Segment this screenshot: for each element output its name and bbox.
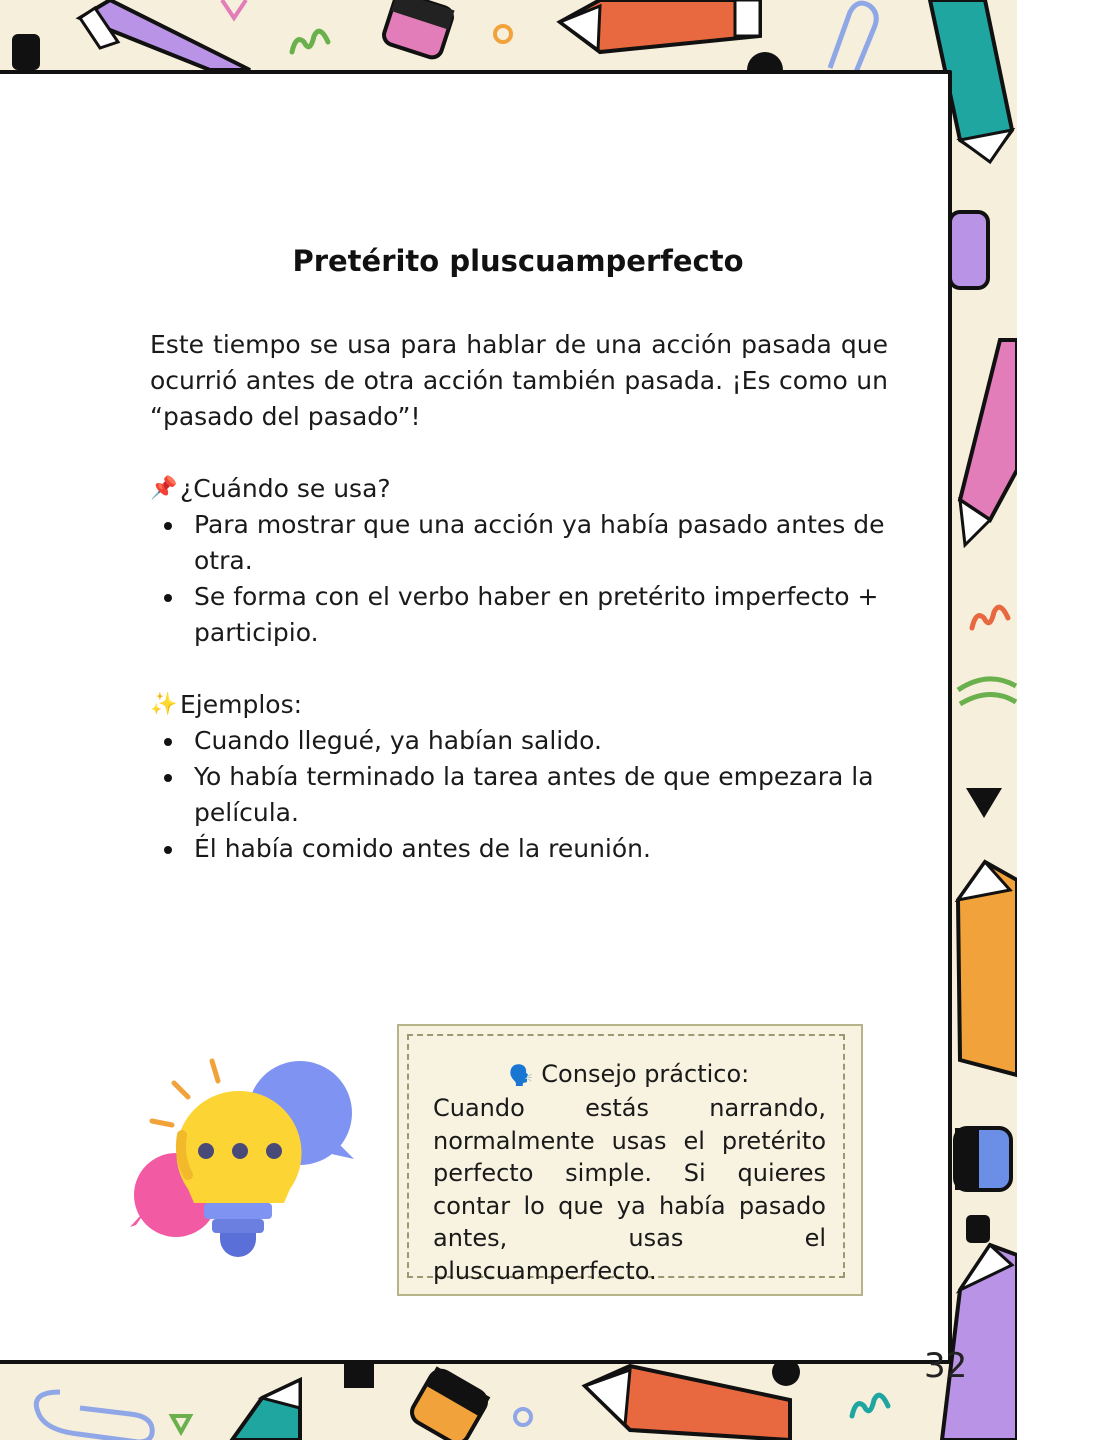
- circle-doodle-icon: [515, 1409, 531, 1425]
- paperclip-icon: [958, 679, 1016, 704]
- when-list: [150, 507, 888, 651]
- teal-pencil-icon: [232, 1380, 300, 1440]
- examples-list: [150, 723, 888, 867]
- page-title: Pretérito pluscuamperfecto: [292, 244, 744, 278]
- circle-doodle-icon: [495, 26, 511, 42]
- list-item: Se forma con el verbo haber en pretérito imperfecto + participio.: [194, 579, 888, 651]
- squiggle-icon: [972, 607, 1008, 628]
- when-heading-text: ¿Cuándo se usa?: [180, 474, 391, 503]
- tip-heading-text: Consejo práctico:: [541, 1060, 750, 1088]
- marker-icon: [955, 1128, 1011, 1190]
- examples-heading-text: Ejemplos:: [180, 690, 303, 719]
- paperclip-icon: [36, 1392, 152, 1440]
- page-number: 32: [924, 1346, 968, 1386]
- pushpin-icon: 📌: [150, 476, 178, 501]
- list-item: Yo había terminado la tarea antes de que empezara la película.: [194, 759, 888, 831]
- list-item: Él había comido antes de la reunión.: [194, 831, 888, 867]
- orange-pencil-icon: [560, 0, 760, 52]
- heart-doodle-icon: [222, 0, 246, 18]
- speaking-head-icon: 🗣️: [508, 1063, 534, 1087]
- tip-heading: [0, 1060, 1113, 1088]
- examples-section-heading: [150, 687, 888, 723]
- page-margin: [1017, 0, 1113, 1440]
- paperclip-icon: [830, 3, 876, 72]
- triangle-doodle-icon: [172, 1416, 190, 1432]
- orange-pencil-icon: [585, 1366, 790, 1440]
- squiggle-icon: [292, 31, 328, 52]
- squiggle-icon: [852, 1395, 888, 1416]
- list-item: Para mostrar que una acción ya había pasado antes de otra.: [194, 507, 888, 579]
- purple-pencil-icon: [942, 1245, 1017, 1440]
- purple-pencil-icon: [80, 0, 250, 70]
- list-item: Cuando llegué, ya habían salido.: [194, 723, 888, 759]
- main-content: [150, 327, 888, 867]
- eraser-icon: [408, 1366, 491, 1440]
- yellow-pencil-icon: [958, 862, 1017, 1075]
- tip-body: Cuando estás narrando, normalmente usas el pretérito perfecto simple. Si quieres contar lo que ya había pasado antes, usas el pluscuamperfecto.: [433, 1094, 826, 1285]
- triangle-doodle-icon: [966, 788, 1002, 818]
- when-section-heading: [150, 471, 888, 507]
- pink-pencil-icon: [960, 340, 1017, 545]
- sparkles-icon: ✨: [150, 692, 178, 717]
- intro-paragraph: Este tiempo se usa para hablar de una acción pasada que ocurrió antes de otra acción también pasada. ¡Es como un “pasado del pasado”!: [150, 330, 888, 431]
- eraser-icon: [381, 0, 454, 60]
